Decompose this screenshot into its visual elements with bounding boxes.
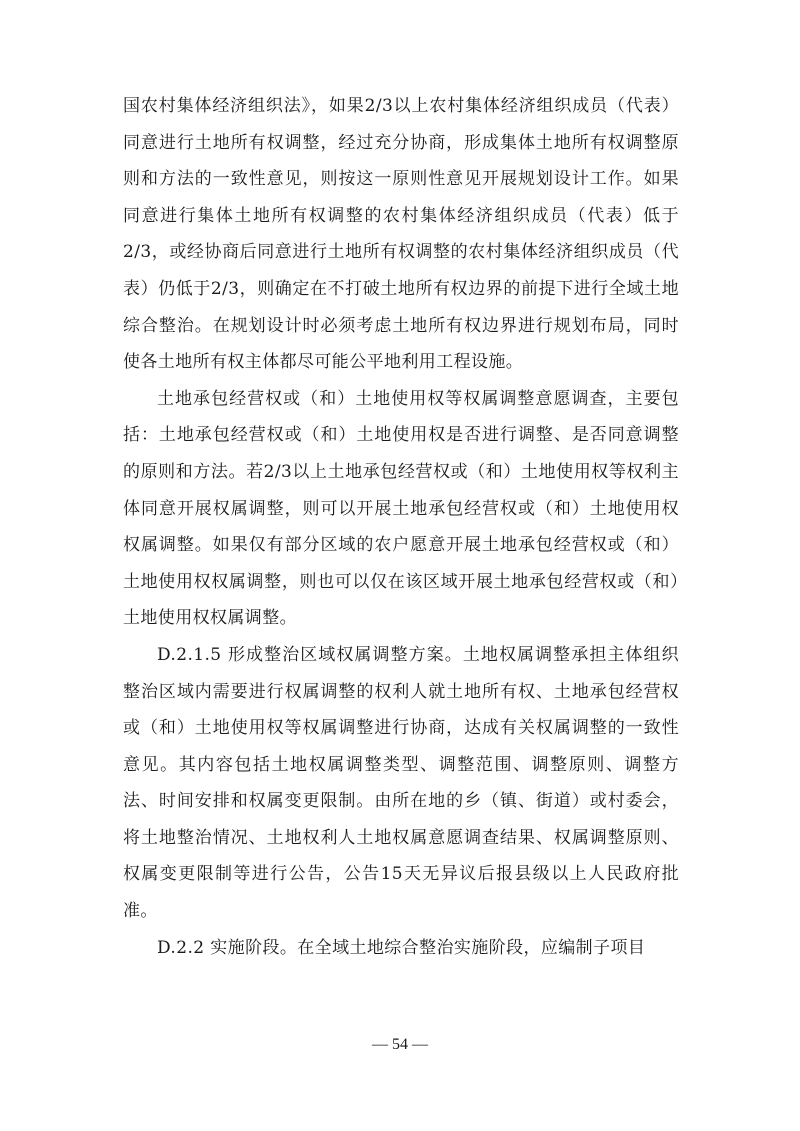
paragraph-d-2-1-5: D.2.1.5 形成整治区域权属调整方案。土地权属调整承担主体组织整治区域内需要进行权属调整的权利人就土地所有权、土地承包经营权或（和）土地使用权等权属调整进行协商，达成有关权属调整的一致性意见。其内容包括土地权属调整类型、调整范围、调整原则、调整方法、时间安排和权属变更限制。由所在地的乡（镇、街道）或村委会，将土地整治情况、土地权利人土地权属意愿调查结果、权属调整原则、权属变更限制等进行公告，公告15天无异议后报县级以上人民政府批准。 <box>123 644 679 922</box>
paragraph-contract-rights-survey: 土地承包经营权或（和）土地使用权等权属调整意愿调查，主要包括：土地承包经营权或（和）土地使用权是否进行调整、是否同意调整的原则和方法。若2/3以上土地承包经营权或（和）土地使用权等权利主体同意开展权属调整，则可以开展土地承包经营权或（和）土地使用权权属调整。如果仅有部分区域的农户愿意开展土地承包经营权或（和）土地使用权权属调整，则也可以仅在该区域开展土地承包经营权或（和）土地使用权权属调整。 <box>123 388 679 629</box>
paragraph-continuation: 国农村集体经济组织法》，如果2/3以上农村集体经济组织成员（代表）同意进行土地所有权调整，经过充分协商，形成集体土地所有权调整原则和方法的一致性意见，则按这一原则性意见开展规划设计工作。如果同意进行集体土地所有权调整的农村集体经济组织成员（代表）低于2/3，或经协商后同意进行土地所有权调整的农村集体经济组织成员（代表）仍低于2/3，则确定在不打破土地所有权边界的前提下进行全域土地综合整治。在规划设计时必须考虑土地所有权边界进行规划布局，同时使各土地所有权主体都尽可能公平地利用工程设施。 <box>123 96 679 373</box>
page-number: — 54 — <box>372 1036 428 1053</box>
paragraph-d-2-2: D.2.2 实施阶段。在全域土地综合整治实施阶段，应编制子项目 <box>157 937 646 958</box>
body-text <box>123 88 679 966</box>
